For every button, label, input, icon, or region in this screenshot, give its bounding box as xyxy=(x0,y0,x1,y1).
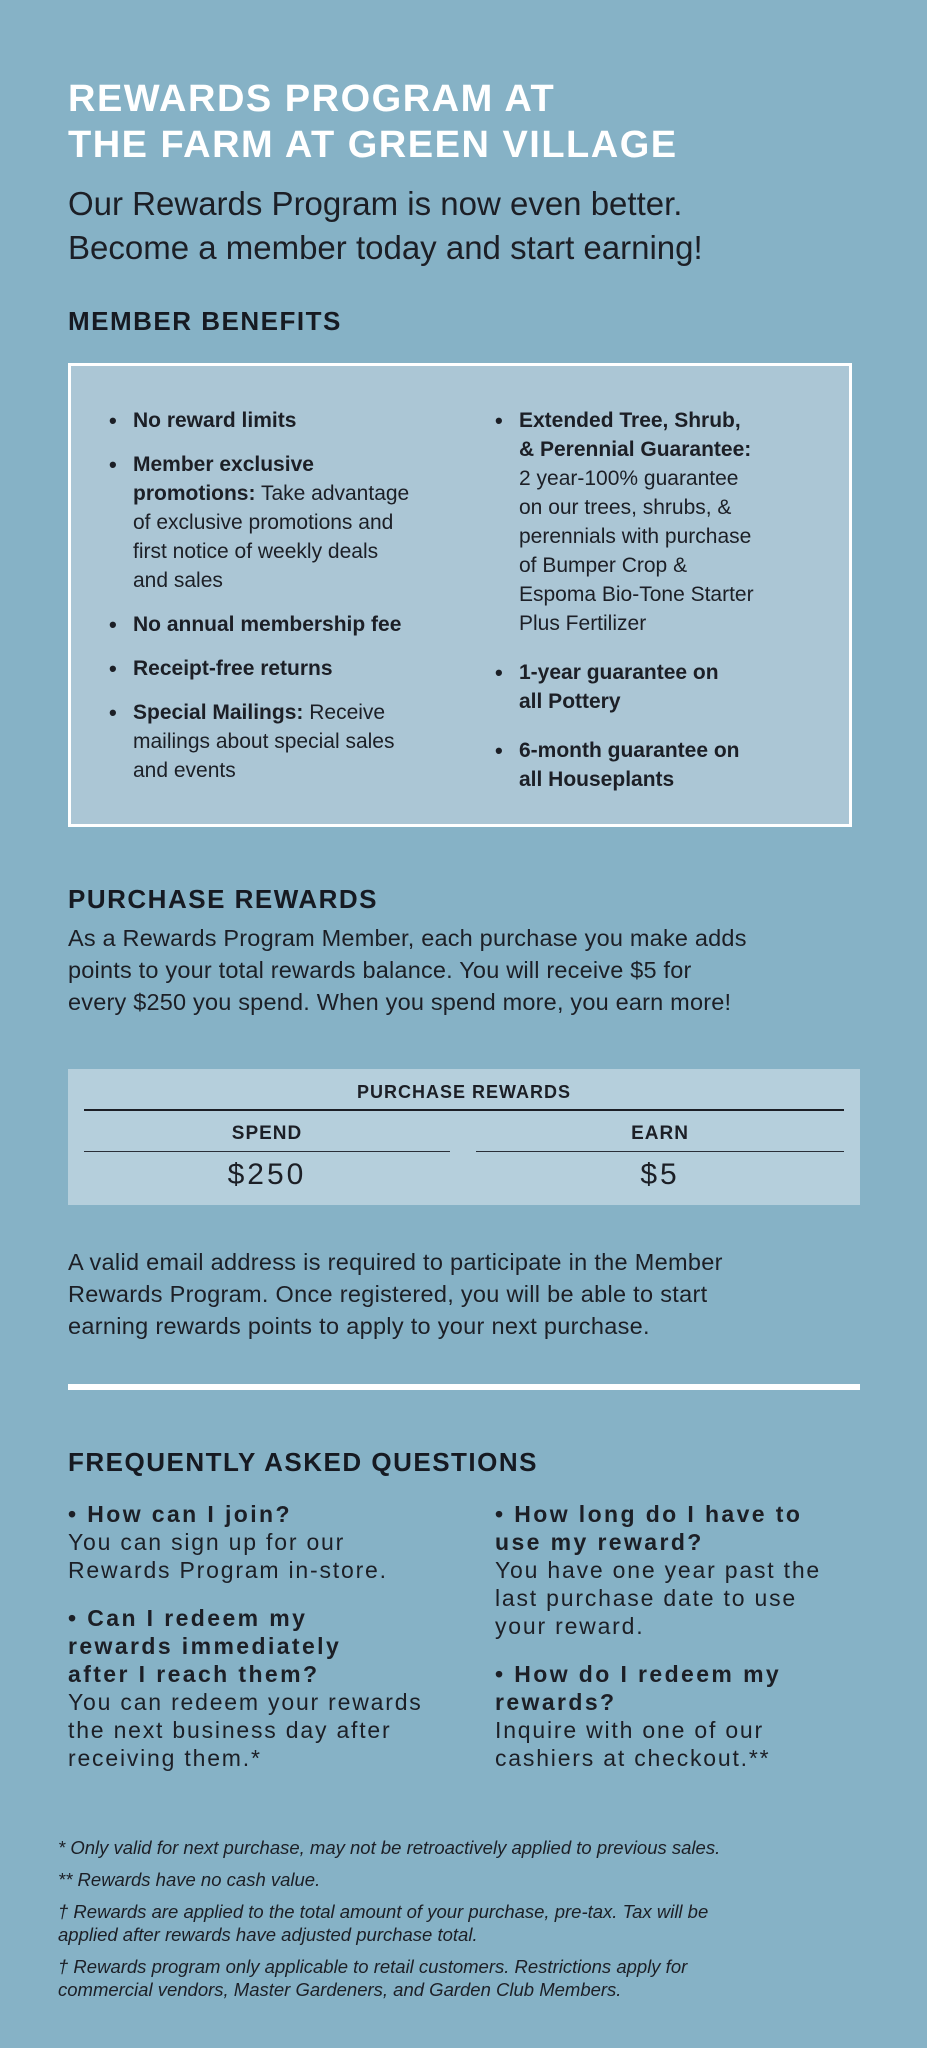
benefit-houseplants-line-1: • 6-month guarantee on xyxy=(519,739,740,762)
benefit-exclusive-title-2: promotions: xyxy=(133,482,256,505)
faq-heading: FREQUENTLY ASKED QUESTIONS xyxy=(68,1447,538,1477)
footnote-no-cash-value xyxy=(58,1868,878,1891)
benefit-pottery-line-2: all Pottery xyxy=(519,690,621,713)
earn-value: $5 xyxy=(640,1158,680,1191)
faq-question-redeem-line-2: rewards immediately xyxy=(68,1633,342,1659)
benefit-guarantee-desc-3: perennials with purchase xyxy=(519,525,752,548)
footnotes xyxy=(58,1836,878,2010)
page-title-line-2: THE FARM AT GREEN VILLAGE xyxy=(68,124,678,166)
purchase-rewards-table xyxy=(68,1069,860,1205)
purchase-rewards-description xyxy=(68,922,868,1018)
faq-question-redeem-line-3: after I reach them? xyxy=(68,1661,320,1687)
benefit-houseplants-guarantee xyxy=(495,736,815,794)
footnote-pre-tax xyxy=(58,1900,878,1946)
benefit-special-mailings xyxy=(109,698,459,785)
benefit-mailings-desc-1: Receive xyxy=(309,701,386,724)
rewards-table-earn-column xyxy=(476,1123,844,1192)
faq-answer-redeem-immediately xyxy=(68,1688,468,1772)
benefit-guarantee-desc-6: Plus Fertilizer xyxy=(519,612,647,635)
footnote-pre-tax-line-1: † Rewards are applied to the total amount of your purchase, pre-tax. Tax will be xyxy=(58,1901,709,1922)
benefits-list-left xyxy=(109,406,459,800)
email-text-line-2: Rewards Program. Once registered, you will be able to start xyxy=(68,1281,708,1307)
benefit-pottery-guarantee xyxy=(495,658,815,716)
benefit-exclusive-desc-1: Take advantage xyxy=(260,482,410,505)
benefit-no-limits-label: No reward limits xyxy=(133,409,297,432)
earn-header: EARN xyxy=(476,1123,844,1152)
benefit-guarantee-title-2: & Perennial Guarantee: xyxy=(519,438,752,461)
faq-answer-join xyxy=(68,1528,468,1584)
rewards-table-title: PURCHASE REWARDS xyxy=(356,1082,572,1102)
faq-question-how-long-line-1: • How long do I have to xyxy=(495,1501,803,1527)
section-divider xyxy=(68,1384,860,1390)
benefit-guarantee-title-1: • Extended Tree, Shrub, xyxy=(519,409,741,432)
benefit-no-fee xyxy=(109,610,459,639)
footnote-retail-only xyxy=(58,1955,878,2001)
page-title xyxy=(68,76,888,168)
footnote-pre-tax-line-2: applied after rewards have adjusted purchase total. xyxy=(58,1924,478,1945)
rewards-table-spend-column xyxy=(84,1123,450,1192)
benefit-no-fee-label: No annual membership fee xyxy=(133,613,402,636)
faq-question-redeem-line-1: • Can I redeem my xyxy=(68,1605,308,1631)
benefit-guarantee-desc-2: on our trees, shrubs, & xyxy=(519,496,732,519)
benefit-pottery-line-1: • 1-year guarantee on xyxy=(519,661,719,684)
footnote-next-purchase xyxy=(58,1836,878,1859)
faq-answer-join-line-2: Rewards Program in-store. xyxy=(68,1557,388,1583)
faq-question-how-redeem xyxy=(495,1660,895,1716)
email-requirement-text xyxy=(68,1246,868,1342)
faq-item-join xyxy=(68,1500,468,1584)
benefit-exclusive-title: • Member exclusive xyxy=(133,453,314,476)
email-text-line-1: A valid email address is required to participate in the Member xyxy=(68,1249,723,1275)
faq-answer-redeem-line-3: receiving them.* xyxy=(68,1745,262,1771)
footnote-no-cash-value-text: ** Rewards have no cash value. xyxy=(58,1869,321,1890)
benefit-exclusive-desc-2: of exclusive promotions and xyxy=(133,511,394,534)
faq-item-redeem-immediately xyxy=(68,1604,468,1772)
benefit-returns-label: Receipt-free returns xyxy=(133,657,333,680)
faq-answer-how-redeem-line-2: cashiers at checkout.** xyxy=(495,1745,771,1771)
benefit-exclusive-desc-4: and sales xyxy=(133,569,223,592)
benefit-returns xyxy=(109,654,459,683)
faq-answer-how-long-line-1: You have one year past the xyxy=(495,1557,822,1583)
faq-answer-join-line-1: You can sign up for our xyxy=(68,1529,346,1555)
rewards-table-rule xyxy=(84,1109,844,1111)
faq-answer-how-long-line-2: last purchase date to use xyxy=(495,1585,797,1611)
faq-answer-redeem-line-1: You can redeem your rewards xyxy=(68,1689,423,1715)
benefit-no-limits xyxy=(109,406,459,435)
faq-question-join xyxy=(68,1500,468,1528)
faq-answer-how-redeem-line-1: Inquire with one of our xyxy=(495,1717,764,1743)
benefit-exclusive-desc-3: first notice of weekly deals xyxy=(133,540,379,563)
faq-list-right xyxy=(495,1500,895,1792)
faq-question-how-redeem-line-1: • How do I redeem my xyxy=(495,1661,782,1687)
purchase-rewards-heading: PURCHASE REWARDS xyxy=(68,884,379,914)
purchase-text-line-1: As a Rewards Program Member, each purchase you make adds xyxy=(68,925,747,951)
intro-text xyxy=(68,182,898,270)
footnote-retail-only-line-2: commercial vendors, Master Gardeners, and Garden Club Members. xyxy=(58,1979,622,2000)
benefit-guarantee-desc-4: of Bumper Crop & xyxy=(519,554,688,577)
purchase-text-line-2: points to your total rewards balance. You will receive $5 for xyxy=(68,957,692,983)
spend-value: $250 xyxy=(227,1158,307,1191)
benefit-extended-guarantee xyxy=(495,406,815,638)
footnote-retail-only-line-1: † Rewards program only applicable to retail customers. Restrictions apply for xyxy=(58,1956,688,1977)
faq-answer-redeem-line-2: the next business day after xyxy=(68,1717,392,1743)
spend-header: SPEND xyxy=(84,1123,450,1152)
faq-answer-how-long xyxy=(495,1556,895,1640)
intro-line-1: Our Rewards Program is now even better. xyxy=(68,185,683,222)
faq-question-how-long-line-2: use my reward? xyxy=(495,1529,704,1555)
member-benefits-heading: MEMBER BENEFITS xyxy=(68,306,342,336)
footnote-next-purchase-text: * Only valid for next purchase, may not be retroactively applied to previous sales. xyxy=(58,1837,721,1858)
faq-question-redeem-immediately xyxy=(68,1604,468,1688)
faq-question-how-redeem-line-2: rewards? xyxy=(495,1689,617,1715)
intro-line-2: Become a member today and start earning! xyxy=(68,229,703,266)
email-text-line-3: earning rewards points to apply to your next purchase. xyxy=(68,1313,650,1339)
benefits-list-right xyxy=(495,406,815,809)
benefit-guarantee-desc-1: 2 year-100% guarantee xyxy=(519,467,739,490)
faq-question-how-long xyxy=(495,1500,895,1556)
benefit-houseplants-line-2: all Houseplants xyxy=(519,768,675,791)
benefit-guarantee-desc-5: Espoma Bio-Tone Starter xyxy=(519,583,754,606)
benefit-mailings-desc-2: mailings about special sales xyxy=(133,730,395,753)
faq-answer-how-long-line-3: your reward. xyxy=(495,1613,645,1639)
purchase-text-line-3: every $250 you spend. When you spend more, you earn more! xyxy=(68,989,732,1015)
benefit-exclusive-promotions xyxy=(109,450,459,595)
faq-answer-how-redeem xyxy=(495,1716,895,1772)
faq-item-how-redeem xyxy=(495,1660,895,1772)
faq-item-how-long xyxy=(495,1500,895,1640)
page-title-line-1: REWARDS PROGRAM AT xyxy=(68,78,556,120)
member-benefits-box xyxy=(68,363,852,827)
benefit-mailings-desc-3: and events xyxy=(133,759,236,782)
faq-question-join-line-1: • How can I join? xyxy=(68,1501,292,1527)
faq-list-left xyxy=(68,1500,468,1792)
benefit-mailings-title: Special Mailings: xyxy=(133,701,304,724)
